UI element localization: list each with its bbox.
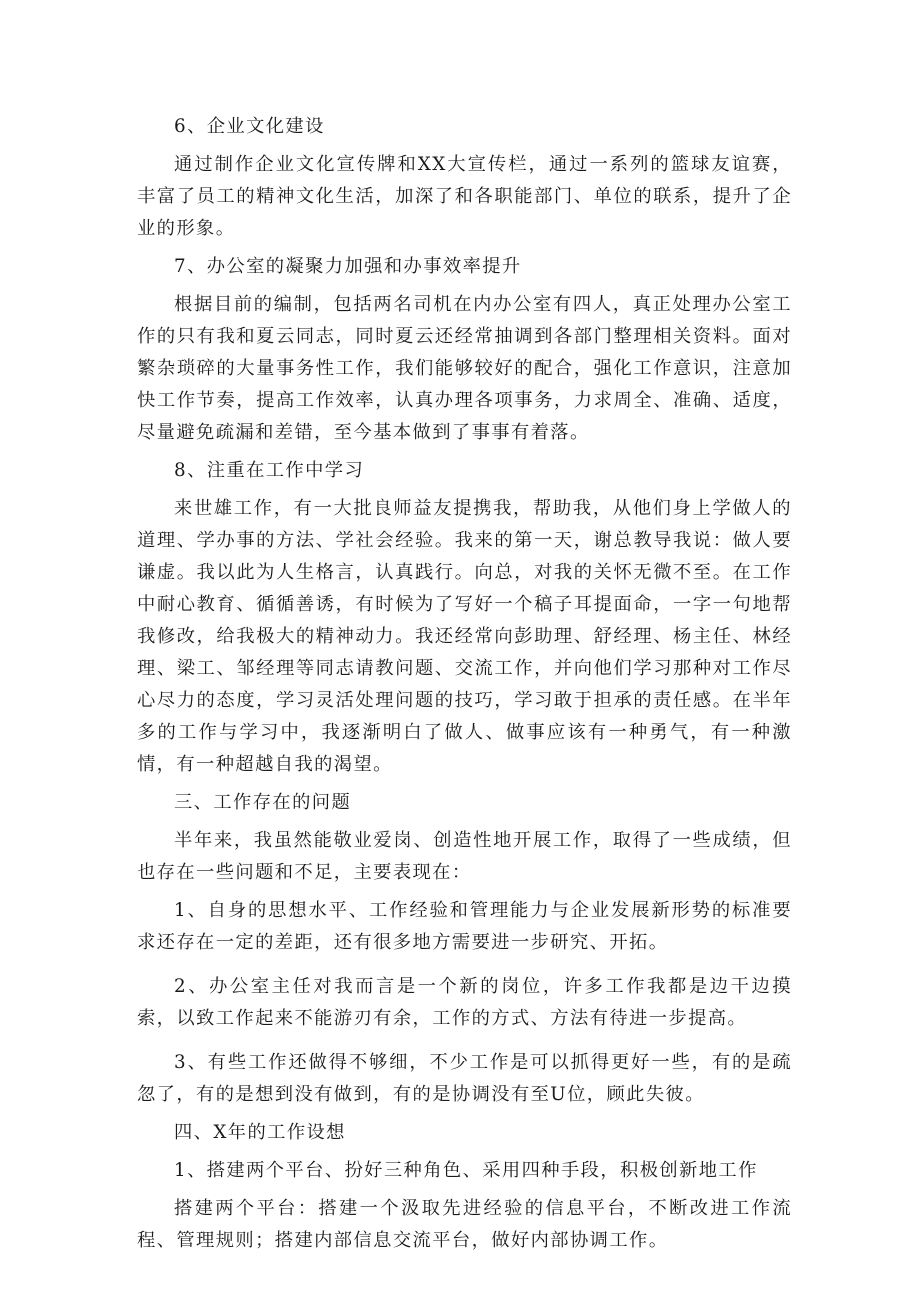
section-heading-problems: 三、工作存在的问题 (174, 792, 352, 813)
paragraph-culture: 通过制作企业文化宣传牌和XX大宣传栏，通过一系列的篮球友谊赛，丰富了员工的精神文化生活，加深了和各职能部门、单位的联系，提升了企业的形象。 (137, 154, 792, 239)
section-heading-plan: 四、X年的工作设想 (174, 1122, 346, 1143)
problem-item-1: 1、自身的思想水平、工作经验和管理能力与企业发展新形势的标准要求还存在一定的差距，还有很多地方需要进一步研究、开拓。 (137, 900, 792, 953)
problem-item-2: 2、办公室主任对我而言是一个新的岗位，许多工作我都是边干边摸索，以致工作起来不能游刃有余，工作的方式、方法有待进一步提高。 (137, 976, 792, 1029)
section-heading-office-efficiency: 7、办公室的凝聚力加强和办事效率提升 (174, 256, 522, 277)
section-heading-learning: 8、注重在工作中学习 (174, 460, 365, 481)
paragraph-problems-intro: 半年来，我虽然能敬业爱岗、创造性地开展工作，取得了一些成绩，但也存在一些问题和不足，主要表现在： (137, 830, 792, 883)
paragraph-learning: 来世雄工作，有一大批良师益友提携我，帮助我，从他们身上学做人的道理、学办事的方法、学社会经验。我来的第一天，谢总教导我说：做人要谦虚。我以此为人生格言，认真践行。向总，对我的关怀无微不至。在工作中耐心教育、循循善诱，有时候为了写好一个稿子耳提面命，一字一句地帮我修改，给我极大的精神动力。我还经常向彭助理、舒经理、杨主任、林经理、梁工、邹经理等同志请教问题、交流工作，并向他们学习那种对工作尽心尽力的态度，学习灵活处理问题的技巧，学习敢于担承的责任感。在半年多的工作与学习中，我逐渐明白了做人、做事应该有一种勇气，有一种激情，有一种超越自我的渴望。 (137, 498, 792, 775)
problem-item-3: 3、有些工作还做得不够细，不少工作是可以抓得更好一些，有的是疏忽了，有的是想到没有做到，有的是协调没有至U位，顾此失彼。 (137, 1052, 792, 1105)
plan-item-1-heading: 1、搭建两个平台、扮好三种角色、采用四种手段，积极创新地工作 (174, 1160, 758, 1181)
paragraph-platforms: 搭建两个平台：搭建一个汲取先进经验的信息平台，不断改进工作流程、管理规则；搭建内部信息交流平台，做好内部协调工作。 (137, 1198, 792, 1251)
section-heading-culture: 6、企业文化建设 (174, 116, 325, 137)
paragraph-office-efficiency: 根据目前的编制，包括两名司机在内办公室有四人，真正处理办公室工作的只有我和夏云同志，同时夏云还经常抽调到各部门整理相关资料。面对繁杂琐碎的大量事务性工作，我们能够较好的配合，强化工作意识，注意加快工作节奏，提高工作效率，认真办理各项事务，力求周全、准确、适度，尽量避免疏漏和差错，至今基本做到了事事有着落。 (137, 294, 792, 443)
